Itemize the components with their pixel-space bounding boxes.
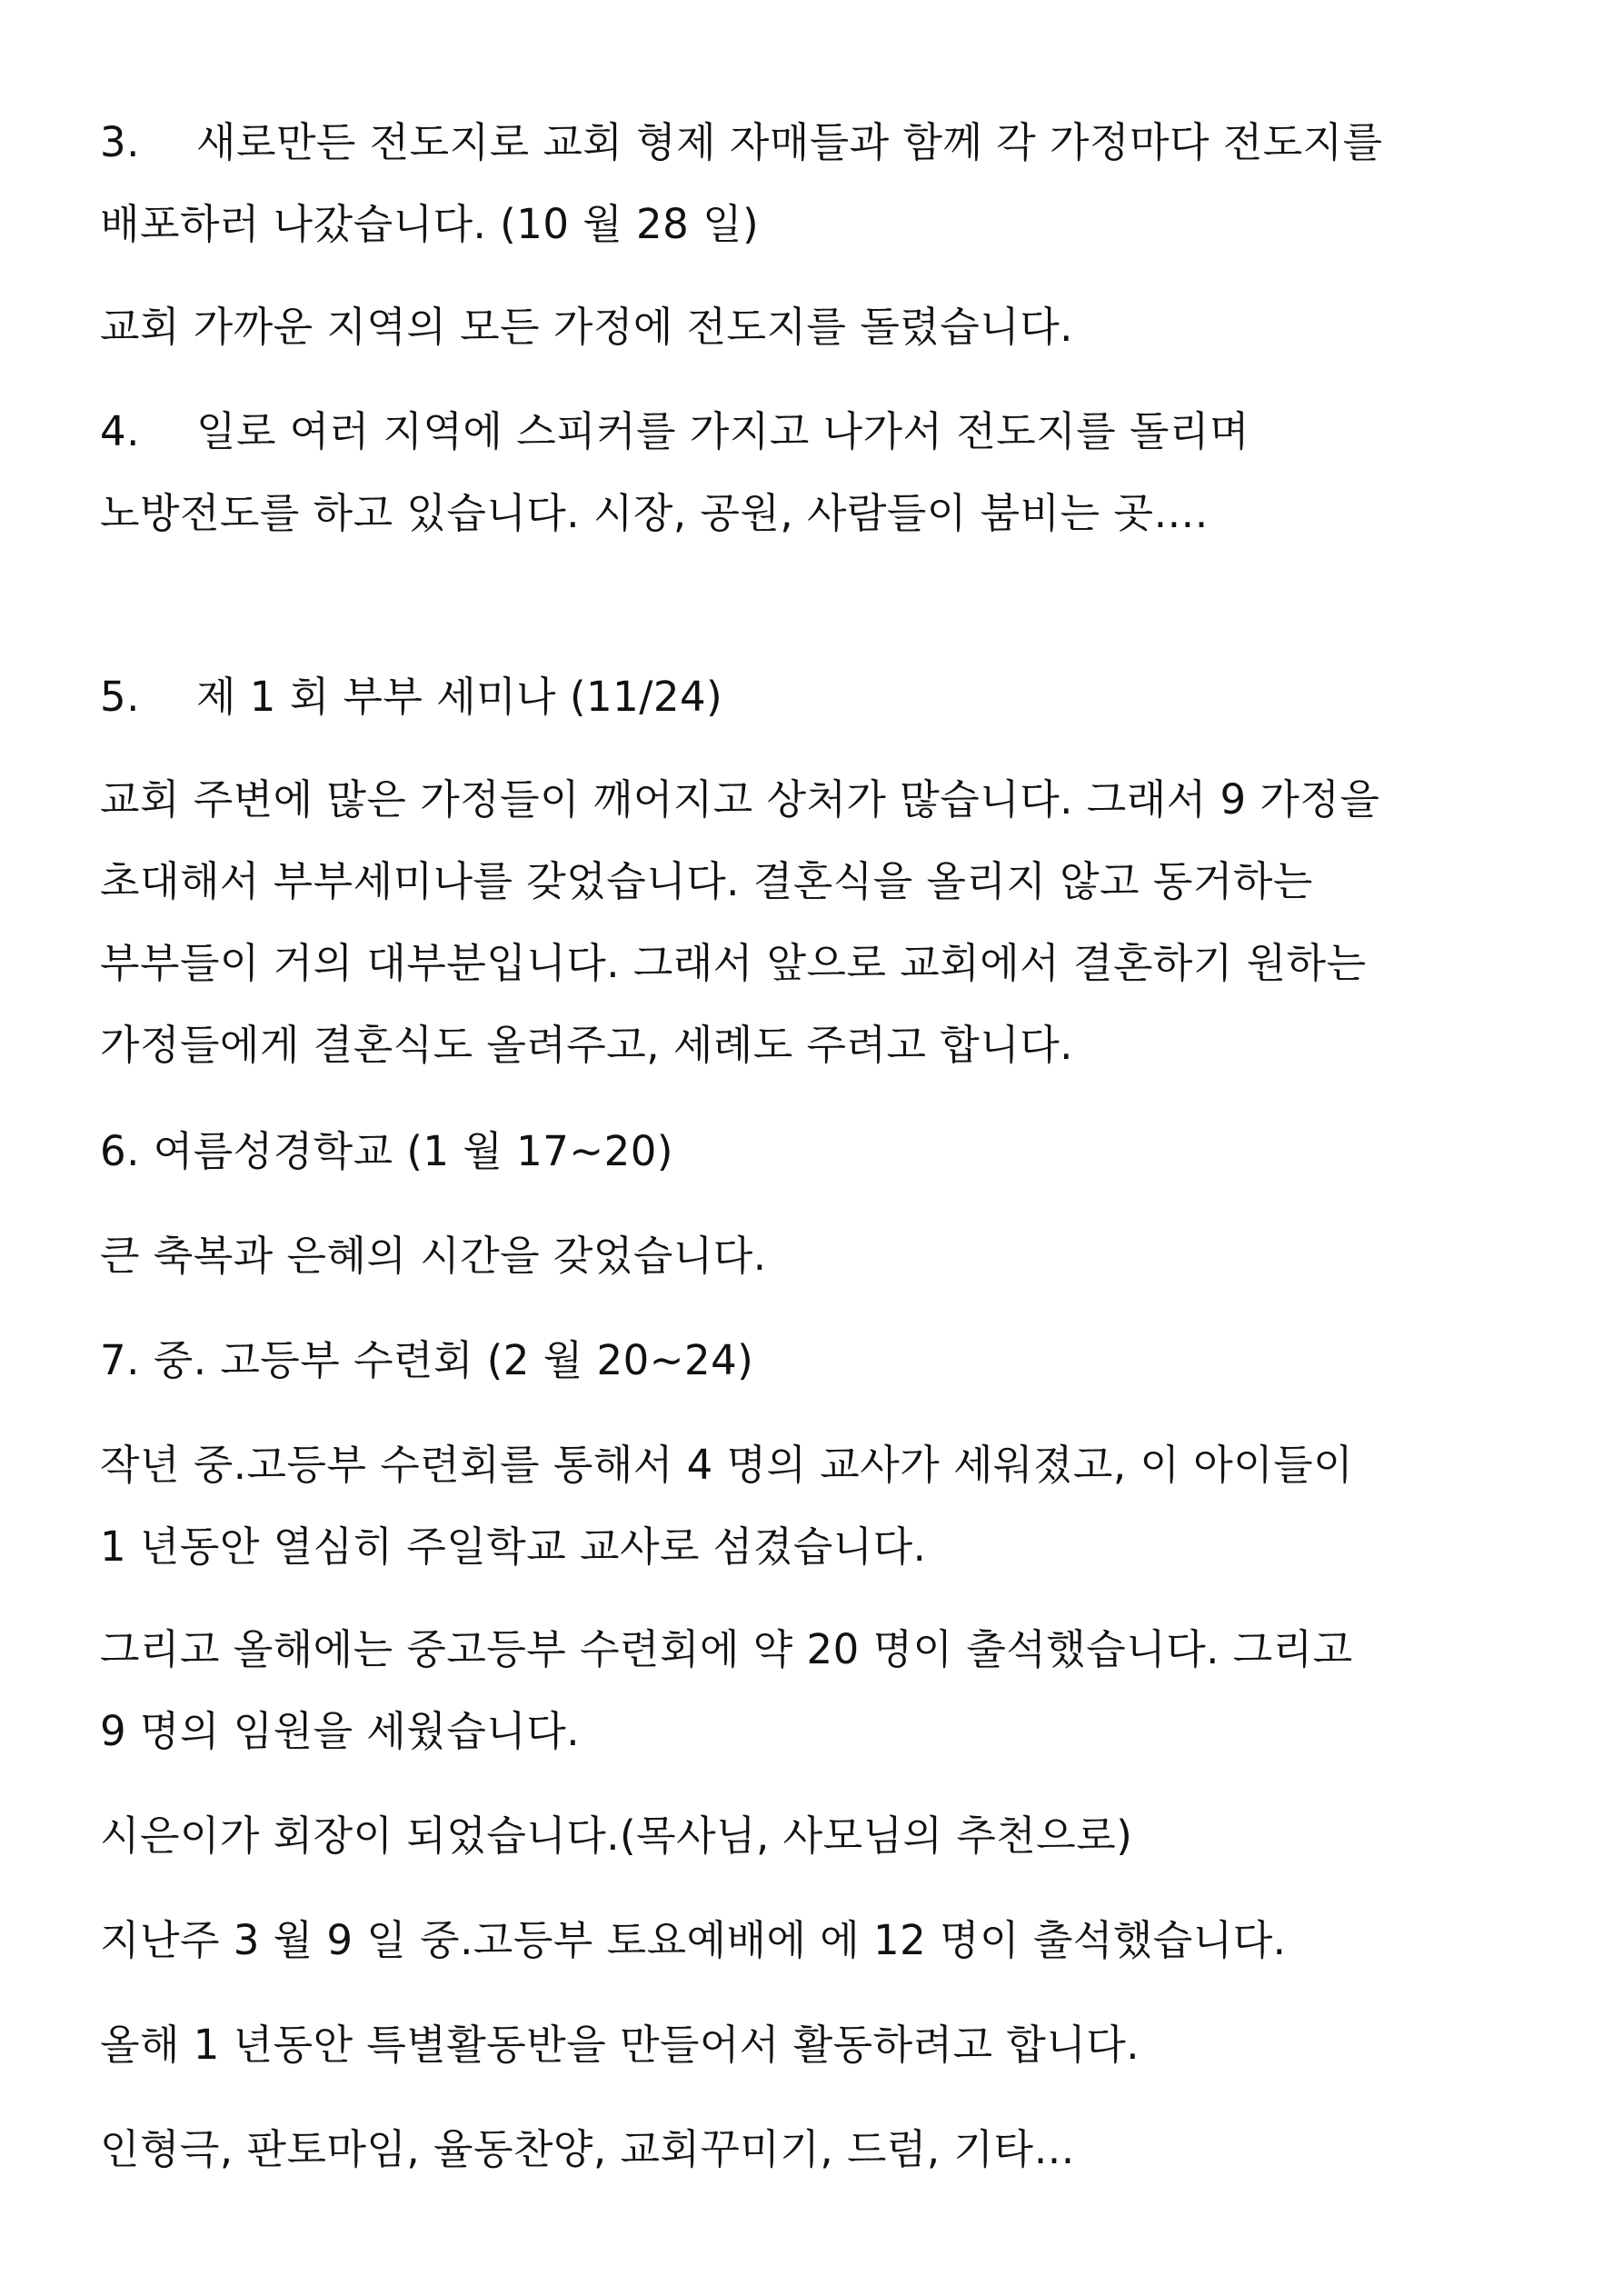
section-7-heading xyxy=(100,1320,1587,1402)
text-line: 일로 여러 지역에 스피커를 가지고 나가서 전도지를 돌리며 xyxy=(196,407,1250,455)
section-5-paragraph-line-3 xyxy=(100,923,1587,1004)
section-5-paragraph-line-2 xyxy=(100,841,1587,923)
text-line: 9 명의 임원을 세웠습니다. xyxy=(100,1707,581,1755)
text-line: 교회 주변에 많은 가정들이 깨어지고 상처가 많습니다. 그래서 9 가정을 xyxy=(100,775,1380,824)
text-line: 제 1 회 부부 세미나 (11/24) xyxy=(196,673,723,721)
section-7-paragraph-line-7 xyxy=(100,2004,1587,2086)
section-number: 3. xyxy=(100,118,140,166)
section-6-heading xyxy=(100,1111,1587,1193)
section-7-paragraph-line-4 xyxy=(100,1691,1587,1772)
section-7-paragraph-line-8 xyxy=(100,2109,1587,2191)
text-line: 올해 1 년동안 특별활동반을 만들어서 활동하려고 합니다. xyxy=(100,2021,1140,2069)
text-line: 시은이가 회장이 되었습니다.(목사님, 사모님의 추천으로) xyxy=(100,1812,1133,1860)
section-7-paragraph-line-1 xyxy=(100,1424,1587,1506)
section-7-paragraph-line-5 xyxy=(100,1795,1587,1877)
text-line: 인형극, 판토마임, 율동찬양, 교회꾸미기, 드럼, 기타… xyxy=(100,2125,1075,2173)
section-5-heading xyxy=(100,656,1587,738)
text-line: 노방전도를 하고 있습니다. 시장, 공원, 사람들이 붐비는 곳…. xyxy=(100,489,1209,537)
text-line: 교회 가까운 지역의 모든 가정에 전도지를 돌렸습니다. xyxy=(100,303,1073,351)
text-line: 작년 중.고등부 수련회를 통해서 4 명의 교사가 세워졌고, 이 아이들이 xyxy=(100,1441,1354,1489)
text-line: 그리고 올해에는 중고등부 수련회에 약 20 명이 출석했습니다. 그리고 xyxy=(100,1625,1353,1673)
text-line: 지난주 3 월 9 일 중.고등부 토요예배에 에 12 명이 출석했습니다. xyxy=(100,1916,1287,1964)
section-5-paragraph-line-1 xyxy=(100,759,1587,841)
text-line: 가정들에게 결혼식도 올려주고, 세례도 주려고 합니다. xyxy=(100,1021,1073,1069)
section-5-paragraph-line-4 xyxy=(100,1004,1587,1086)
section-3-line-2 xyxy=(100,184,1587,265)
text-line: 배포하러 나갔습니다. (10 월 28 일) xyxy=(100,200,760,248)
section-7-paragraph-line-2 xyxy=(100,1506,1587,1588)
text-line: 부부들이 거의 대부분입니다. 그래서 앞으로 교회에서 결혼하기 원하는 xyxy=(100,939,1367,987)
section-4-line-2 xyxy=(100,473,1587,554)
text-line: 6. 여름성경학교 (1 월 17~20) xyxy=(100,1127,673,1175)
text-line: 초대해서 부부세미나를 갖었습니다. 결혼식을 올리지 않고 동거하는 xyxy=(100,857,1313,905)
section-6-paragraph xyxy=(100,1215,1587,1297)
section-3-line-1 xyxy=(100,102,1587,184)
text-line: 1 년동안 열심히 주일학교 교사로 섬겼습니다. xyxy=(100,1522,927,1571)
text-line: 큰 축복과 은혜의 시간을 갖었습니다. xyxy=(100,1232,767,1280)
text-line: 7. 중. 고등부 수련회 (2 월 20~24) xyxy=(100,1336,754,1384)
section-7-paragraph-line-3 xyxy=(100,1609,1587,1691)
text-line: 새로만든 전도지로 교회 형제 자매들과 함께 각 가정마다 전도지를 xyxy=(196,118,1383,166)
section-number: 5. xyxy=(100,673,140,721)
section-3-paragraph xyxy=(100,286,1587,368)
section-7-paragraph-line-6 xyxy=(100,1900,1587,1982)
section-number: 4. xyxy=(100,407,140,455)
section-4-line-1 xyxy=(100,391,1587,473)
